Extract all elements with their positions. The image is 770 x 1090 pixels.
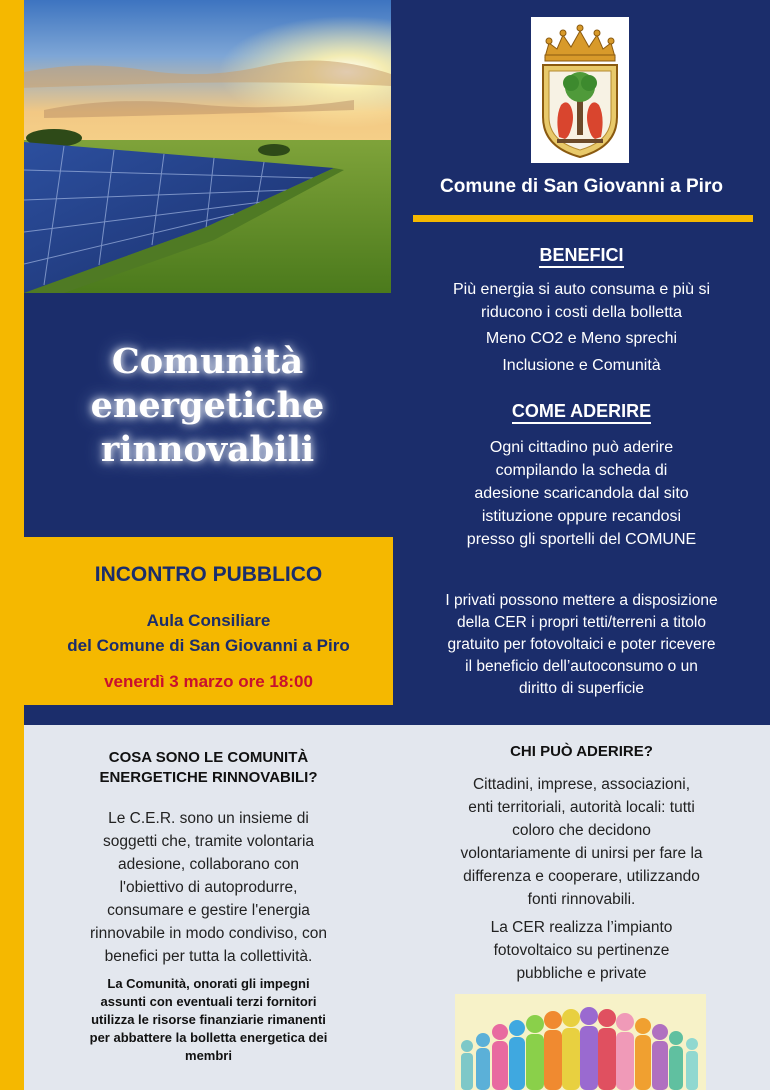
- cosa-line: soggetti che, tramite volontaria: [102, 833, 315, 850]
- coat-of-arms-icon: [531, 17, 629, 163]
- chi-line: differenza e cooperare, utilizzando: [463, 868, 700, 885]
- note-line: assunti con eventuali terzi fornitori: [100, 994, 317, 1009]
- gold-divider: [413, 215, 753, 222]
- benefici-heading-text: BENEFICI: [539, 245, 623, 268]
- aderire-line: istituzione oppure recandosi: [481, 508, 682, 525]
- aderire-line: compilando la scheda di: [495, 462, 668, 479]
- benefit-item-1: [393, 278, 770, 324]
- privati-line: della CER i propri tetti/terreni a titolo: [457, 614, 706, 631]
- cosa-line: consumare e gestire l'energia: [107, 902, 310, 919]
- cer-line: fotovoltaico su pertinenze: [493, 942, 670, 959]
- chi-line: Cittadini, imprese, associazioni,: [472, 776, 691, 793]
- cosa-line: rinnovabile in modo condiviso, con: [90, 925, 327, 942]
- note-line: membri: [185, 1048, 232, 1063]
- benefici-heading: [393, 245, 770, 266]
- cosa-sono-heading-line-2: ENERGETICHE RINNOVABILI?: [99, 769, 318, 786]
- chi-puo-aderire-text: [393, 773, 770, 911]
- solar-panels-photo: [24, 0, 391, 293]
- privati-line: I privati possono mettere a disposizione: [445, 592, 718, 609]
- event-title: INCONTRO PUBBLICO: [94, 563, 323, 586]
- cosa-line: benefici per tutta la collettività.: [104, 948, 313, 965]
- event-place-line-1: Aula Consiliare: [146, 611, 271, 630]
- privati-line: diritto di superficie: [519, 680, 644, 697]
- benefit-item-2: Meno CO2 e Meno sprechi: [485, 330, 678, 347]
- cer-line: pubbliche e private: [516, 965, 647, 982]
- title-line-3: rinnovabili: [100, 429, 315, 470]
- event-place-line-2: del Comune di San Giovanni a Piro: [67, 636, 350, 655]
- cosa-line: l'obiettivo di autoprodurre,: [119, 879, 298, 896]
- main-title: [24, 340, 391, 472]
- come-aderire-text: [393, 436, 770, 551]
- benefit-1-line-2: riducono i costi della bolletta: [480, 304, 682, 321]
- benefit-1-line-1: Più energia si auto consuma e più si: [452, 281, 711, 298]
- benefit-item-3: Inclusione e Comunità: [502, 357, 661, 374]
- people-silhouettes-illustration: [455, 994, 706, 1090]
- note-line: utilizza le risorse finanziarie rimanenti: [91, 1012, 326, 1027]
- title-line-1: Comunità: [111, 341, 304, 382]
- chi-line: volontariamente di unirsi per fare la: [460, 845, 703, 862]
- cosa-sono-text: [24, 807, 393, 968]
- chi-puo-aderire-heading: CHI PUÒ ADERIRE?: [510, 743, 653, 760]
- cosa-sono-heading-line-1: COSA SONO LE COMUNITÀ: [108, 749, 309, 766]
- privati-line: il beneficio dell’autoconsumo o un: [465, 658, 698, 675]
- event-date: venerdì 3 marzo ore 18:00: [104, 672, 313, 691]
- note-line: La Comunità, onorati gli impegni: [107, 976, 310, 991]
- cer-line: La CER realizza l’impianto: [490, 919, 673, 936]
- comunita-note: [24, 975, 393, 1065]
- cer-impianto-text: [393, 916, 770, 985]
- note-line: per abbattere la bolletta energetica dei: [89, 1030, 328, 1045]
- come-aderire-heading: [393, 401, 770, 422]
- aderire-line: Ogni cittadino può aderire: [489, 439, 674, 456]
- comune-name: Comune di San Giovanni a Piro: [440, 176, 723, 197]
- title-line-2: energetiche: [90, 385, 325, 426]
- event-box: [24, 537, 393, 705]
- aderire-line: presso gli sportelli del COMUNE: [466, 531, 697, 548]
- chi-line: fonti rinnovabili.: [527, 891, 636, 908]
- privati-line: gratuito per fotovoltaici e poter ricevere: [447, 636, 716, 653]
- cosa-line: adesione, collaborano con: [118, 856, 299, 873]
- come-aderire-heading-text: COME ADERIRE: [512, 401, 651, 424]
- chi-line: coloro che decidono: [512, 822, 651, 839]
- privati-text: [393, 590, 770, 700]
- cosa-sono-heading: [24, 748, 393, 788]
- cosa-line: Le C.E.R. sono un insieme di: [108, 810, 309, 827]
- aderire-line: adesione scaricandola dal sito: [474, 485, 689, 502]
- chi-line: enti territoriali, autorità locali: tutti: [468, 799, 695, 816]
